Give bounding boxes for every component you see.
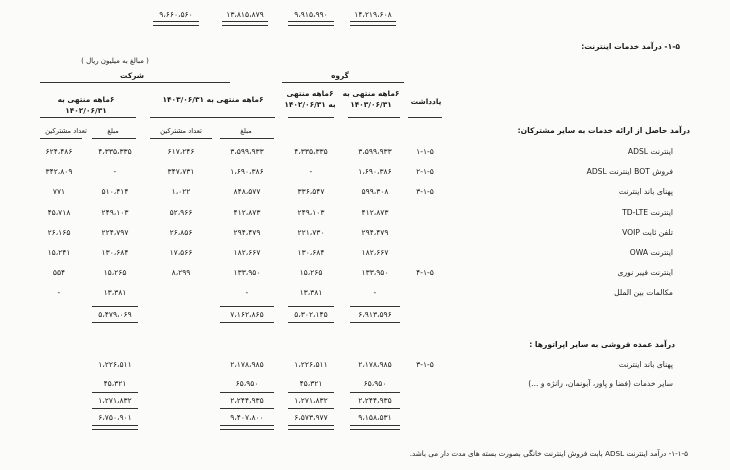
cell-g-curr: ۲،۱۷۸،۹۸۵ [358,360,392,369]
company-prev-header: ۶ماهه منتهی به ۱۴۰۲/۰۶/۳۱ [57,95,115,115]
unit-note: ( مبالغ به میلیون ریال ) [81,57,149,65]
cell-c-curr-subs: ۲۶،۸۵۶ [169,227,193,237]
header-rule [40,117,136,118]
subtotal-rule [220,306,274,307]
cell-g-prev: ۱،۲۲۶،۵۱۱ [294,360,328,369]
header-rule [348,117,400,118]
cell-c-curr-amt: ۴۱۲،۸۷۳ [233,207,261,217]
cell-c-curr-amt: ۲،۱۷۸،۹۸۵ [230,360,264,369]
cell-note: ۳-۱-۵ [416,360,434,369]
header-rule [282,82,404,83]
header-rule [92,138,136,139]
grand-total-company-prev: ۶،۷۵۰،۹۰۱ [98,413,132,422]
header-rule [150,117,275,118]
double-underline [220,425,274,430]
cell-g-prev: ۴،۳۳۵،۳۳۵ [294,147,328,156]
cell-c-prev-amt: ۱۳۰،۶۸۴ [101,248,129,257]
cell-g-prev: ۲۴۹،۱۰۳ [297,207,325,217]
section-title: ۱-۵- درآمد خدمات اینترنت: [581,42,680,51]
cell-c-curr-amt: ۱۳۳،۹۵۰ [233,268,261,278]
cell-g-curr: ۱،۶۹۰،۳۸۶ [358,167,392,177]
wholesale-subtotal-group-prev: ۱،۲۷۱،۸۳۲ [294,396,328,405]
group-header: گروه [331,71,349,80]
row-label: سایر خدمات (فضا و پاور، آبونمان، رانژه و ...) [528,379,673,388]
cell-c-curr-subs: ۸،۲۹۹ [171,268,191,278]
cell-g-prev: ۴۵،۳۲۱ [299,379,323,388]
header-rule [408,117,442,118]
cell-note: ۴-۱-۵ [416,268,434,278]
top-total-company-curr: ۱۳،۸۱۵،۸۷۹ [226,10,264,19]
cell-c-curr-amt: ۶۵،۹۵۰ [235,379,259,388]
cell-g-prev: ۲۲۱،۷۳۰ [297,227,325,237]
cell-c-prev-subs: ۳۴۲،۸۰۹ [45,167,73,177]
cell-c-prev-amt: ۴۵،۳۲۱ [103,379,127,388]
subtotal-rule [350,392,400,393]
amount-header: مبلغ [240,127,252,135]
header-rule [150,138,212,139]
row-label: مکالمات بین الملل [614,288,673,298]
group-prev-header: ۶ماهه منتهی به ۱۴۰۲/۰۶/۳۱ [284,89,336,109]
cell-c-prev-amt: ۱۳،۳۸۱ [103,288,127,298]
row-label: اینترنت OWA [629,248,673,257]
subtotal-company-curr: ۷،۱۶۲،۸۶۵ [230,310,264,319]
subtotal-rule [220,408,274,409]
double-underline [92,425,138,430]
cell-c-prev-amt: - [113,167,117,177]
grand-total-group-prev: ۶،۵۷۳،۹۷۷ [294,413,328,422]
cell-c-curr-subs: ۱،۰۲۲ [171,187,191,197]
cell-c-prev-subs: ۴۵،۷۱۸ [47,207,71,217]
subtotal-rule [288,306,334,307]
cell-g-curr: ۴۱۲،۸۷۳ [361,207,389,217]
subtotal-rule [350,322,400,323]
company-header: شرکت [120,71,144,80]
cell-g-curr: ۱۸۲،۶۶۷ [361,248,389,257]
cell-c-curr-subs: ۳۴۷،۷۳۱ [167,167,195,177]
cell-g-curr: ۱۳۳،۹۵۰ [361,268,389,278]
subscribers-header: تعداد مشترکین [160,127,202,135]
row-label: پهنای باند اینترنت [618,360,673,369]
wholesale-subtotal-group-curr: ۲،۲۴۴،۹۳۵ [358,396,392,405]
cell-c-prev-amt: ۱۵،۲۶۵ [103,268,127,278]
row-label: پهنای باند اینترنت [618,187,673,197]
cell-c-prev-subs: - [57,288,61,298]
cell-c-prev-subs: ۱۵،۲۴۱ [47,248,71,257]
cell-g-curr: ۶۵،۹۵۰ [363,379,387,388]
subtotal-rule [350,306,400,307]
row-label: اینترنت فیبر نوری [617,268,673,278]
cell-c-curr-amt: ۱۸۲،۶۶۷ [233,248,261,257]
cell-note: ۱-۱-۵ [416,147,434,156]
cell-c-prev-subs: ۲۶،۱۶۵ [47,227,71,237]
subtotal-rule [220,392,274,393]
cell-c-curr-amt: ۱،۶۹۰،۳۸۶ [230,167,264,177]
subtotal-rule [92,408,138,409]
amount-header: مبلغ [107,127,119,135]
cell-c-prev-amt: ۱،۲۲۶،۵۱۱ [98,360,132,369]
row-label: فروش BOT اینترنت ADSL [586,167,673,177]
wholesale-subtotal-company-prev: ۱،۲۷۱،۸۳۲ [98,396,132,405]
wholesale-section-title: درآمد عمده فروشی به سایر اپراتورها : [529,340,675,349]
cell-g-curr: - [373,288,377,298]
header-rule [40,138,82,139]
grand-total-company-curr: ۹،۴۰۷،۸۰۰ [230,413,264,422]
cell-g-curr: ۳،۵۹۹،۹۳۳ [358,147,392,156]
subtotal-rule [92,392,138,393]
subscribers-header: تعداد مشترکین [45,127,87,135]
cell-c-curr-subs: ۱۷،۵۶۶ [169,248,193,257]
double-underline [350,21,396,26]
cell-c-curr-subs: ۶۱۷،۲۴۶ [167,147,195,156]
subtotal-rule [350,408,400,409]
double-underline [288,425,334,430]
top-total-company-prev: ۹،۶۶۰،۵۶۰ [159,10,193,19]
cell-note: ۳-۱-۵ [416,187,434,197]
cell-g-prev: - [309,167,313,177]
subtotal-rule [288,392,334,393]
cell-c-prev-subs: ۵۵۴ [52,268,66,278]
cell-g-prev: ۱۳،۳۸۱ [299,288,323,298]
cell-c-curr-amt: ۸۴۸،۵۷۷ [233,187,261,197]
cell-g-curr: ۵۹۹،۳۰۸ [361,187,389,197]
double-underline [350,425,400,430]
wholesale-subtotal-company-curr: ۲،۲۴۴،۹۳۵ [230,396,264,405]
double-underline [153,21,199,26]
cell-c-curr-amt: - [245,288,249,298]
subtotal-rule [220,322,274,323]
cell-g-prev: ۱۵،۲۶۵ [299,268,323,278]
header-rule [40,82,230,83]
subtotal-group-prev: ۵،۳۰۲،۱۴۵ [294,310,328,319]
subtotal-rule [288,322,334,323]
double-underline [222,21,268,26]
cell-c-prev-amt: ۵۱۰،۴۱۴ [101,187,129,197]
cell-note: ۲-۱-۵ [416,167,434,177]
cell-c-prev-subs: ۷۷۱ [52,187,66,197]
row-label: اینترنت ADSL [627,147,673,156]
cell-g-prev: ۱۳۰،۶۸۴ [297,248,325,257]
header-rule [288,117,334,118]
cell-c-prev-subs: ۶۲۴،۴۸۶ [45,147,73,156]
subtotal-rule [92,322,138,323]
cell-c-curr-amt: ۳،۵۹۹،۹۳۳ [230,147,264,156]
cell-c-curr-amt: ۲۹۴،۴۷۹ [233,227,261,237]
subtotal-rule [92,306,138,307]
top-total-group-curr: ۱۴،۲۱۹،۶۰۸ [354,10,392,19]
cell-c-curr-subs: ۵۲،۹۶۶ [169,207,193,217]
subtotal-group-curr: ۶،۹۱۳،۵۹۶ [358,310,392,319]
header-rule [220,138,274,139]
grand-total-group-curr: ۹،۱۵۸،۵۳۱ [358,413,392,422]
cell-g-prev: ۳۳۶،۵۴۷ [297,187,325,197]
cell-c-prev-amt: ۴،۳۳۵،۳۳۵ [98,147,132,156]
double-underline [288,21,334,26]
cell-c-prev-amt: ۲۴۹،۱۰۳ [101,207,129,217]
subtotal-rule [288,408,334,409]
cell-c-prev-amt: ۲۲۴،۷۹۷ [101,227,129,237]
company-curr-header: ۶ماهه منتهی به ۱۴۰۳/۰۶/۳۱ [162,95,264,104]
subtotal-company-prev: ۵،۴۷۹،۰۶۹ [98,310,132,319]
row-label: تلفن ثابت VOIP [622,227,673,237]
top-total-group-prev: ۹،۹۱۵،۹۹۰ [294,10,328,19]
note-header: یادداشت [410,97,442,106]
row-label: اینترنت TD-LTE [622,207,673,217]
group-curr-header: ۶ماهه منتهی به ۱۴۰۳/۰۶/۳۱ [342,89,400,109]
subscriber-section-title: درآمد حاصل از ارائه خدمات به سایر مشترکان: [517,126,690,135]
footnote: ۱-۱-۵- درآمد اینترنت ADSL بابت فروش اینترنت خانگی بصورت بسته های مدت دار می باشد. [409,449,688,458]
cell-g-curr: ۲۹۴،۴۷۹ [361,227,389,237]
